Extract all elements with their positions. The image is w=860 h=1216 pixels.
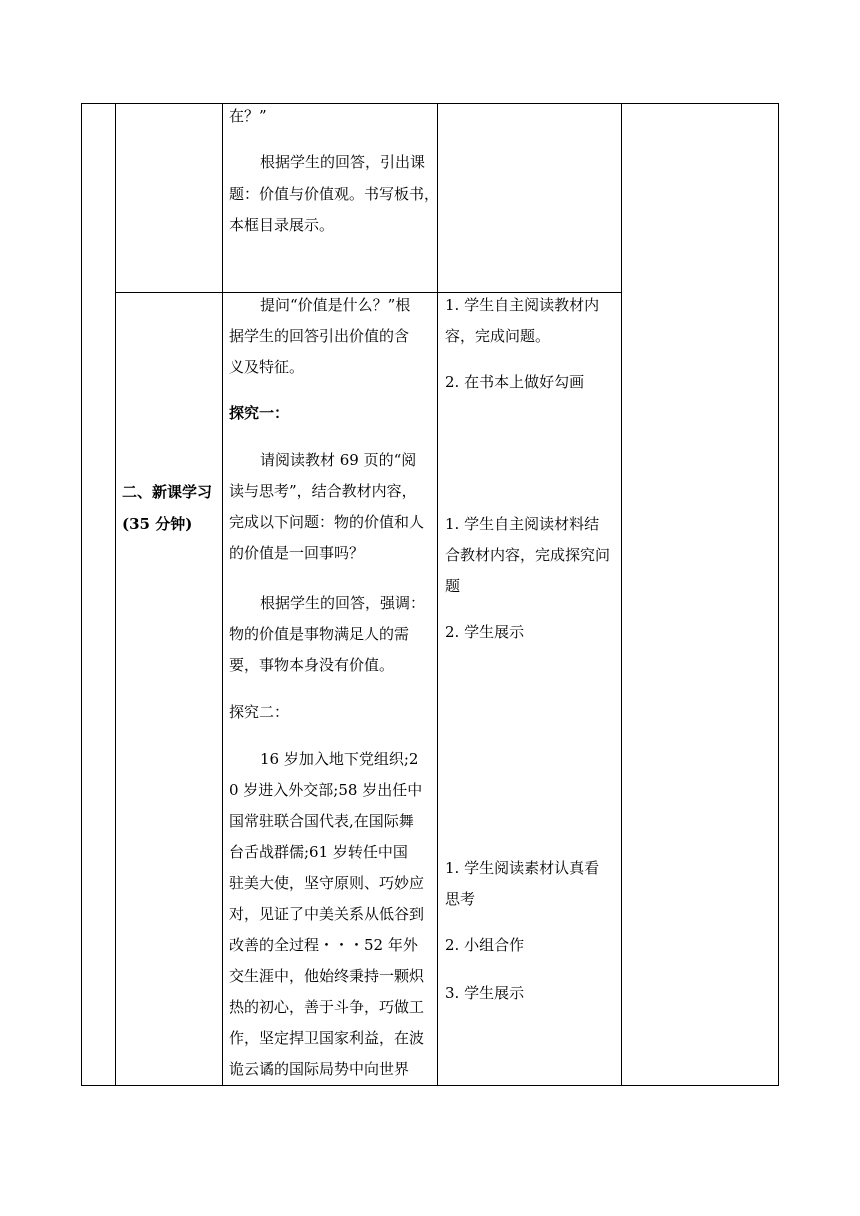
teacher-text-line: 物的价值是事物满足人的需 [229,625,410,643]
student-activity-line: 2. 在书本上做好勾画 [445,373,585,391]
teacher-text-line: 诡云谲的国际局势中向世界 [229,1060,410,1078]
teacher-text-line: 本框目录展示。 [229,216,335,234]
teacher-text-line: 交生涯中，他始终秉持一颗炽 [229,967,425,985]
teacher-text-line: 热的初心，善于斗争，巧做工 [229,998,425,1016]
teacher-text-line: 提问“价值是什么？”根 [260,296,411,314]
teacher-text-line: 根据学生的回答，引出课 [260,153,426,171]
table-border-top [81,103,779,104]
teacher-text-line: 的价值是一回事吗？ [229,544,365,562]
teacher-text-line: 根据学生的回答，强调： [260,594,426,612]
student-activity-line: 思考 [445,890,476,908]
student-activity-line: 3. 学生展示 [445,984,525,1002]
student-activity-line: 2. 小组合作 [445,936,525,954]
teacher-text-line: 国常驻联合国代表,在国际舞 [229,812,414,830]
table-column-divider [222,103,223,1086]
explore-one-title: 探究一： [229,404,290,422]
teacher-text-line: 改善的全过程・・・52 年外 [229,936,418,954]
teacher-text-line: 对，见证了中美关系从低谷到 [229,905,425,923]
explore-two-title: 探究二： [229,703,290,721]
student-activity-line: 合教材内容，完成探究问 [445,546,611,564]
stage-time: (35 分钟) [122,515,193,533]
stage-title: 二、新课学习 [122,483,213,501]
student-activity-line: 题 [445,577,461,595]
teacher-text-line: 作，坚定捍卫国家利益，在波 [229,1029,425,1047]
student-activity-line: 1. 学生自主阅读材料结 [445,515,600,533]
table-border-left [81,103,82,1086]
student-activity-line: 1. 学生自主阅读教材内 [445,296,600,314]
teacher-text-line: 驻美大使，坚守原则、巧妙应 [229,874,425,892]
student-activity-line: 2. 学生展示 [445,623,525,641]
teacher-text-line: 请阅读教材 69 页的“阅 [260,451,417,469]
table-column-divider [437,103,438,1086]
teacher-text-line: 在？” [229,107,267,125]
teacher-text-line: 16 岁加入地下党组织;2 [260,750,419,768]
teacher-text-line: 义及特征。 [229,358,305,376]
table-column-divider [115,103,116,1086]
teacher-text-line: 0 岁进入外交部;58 岁出任中 [229,781,423,799]
table-border-right [778,103,779,1086]
student-activity-line: 容，完成问题。 [445,327,551,345]
table-column-divider [621,103,622,1086]
teacher-text-line: 要，事物本身没有价值。 [229,656,395,674]
teacher-text-line: 题：价值与价值观。书写板书， [229,185,440,203]
table-border-bottom [81,1085,779,1086]
teacher-text-line: 读与思考”，结合教材内容， [229,482,417,500]
teacher-text-line: 完成以下问题：物的价值和人 [229,513,425,531]
teacher-text-line: 台舌战群儒;61 岁转任中国 [229,843,408,861]
teacher-text-line: 据学生的回答引出价值的含 [229,327,410,345]
student-activity-line: 1. 学生阅读素材认真看 [445,859,600,877]
